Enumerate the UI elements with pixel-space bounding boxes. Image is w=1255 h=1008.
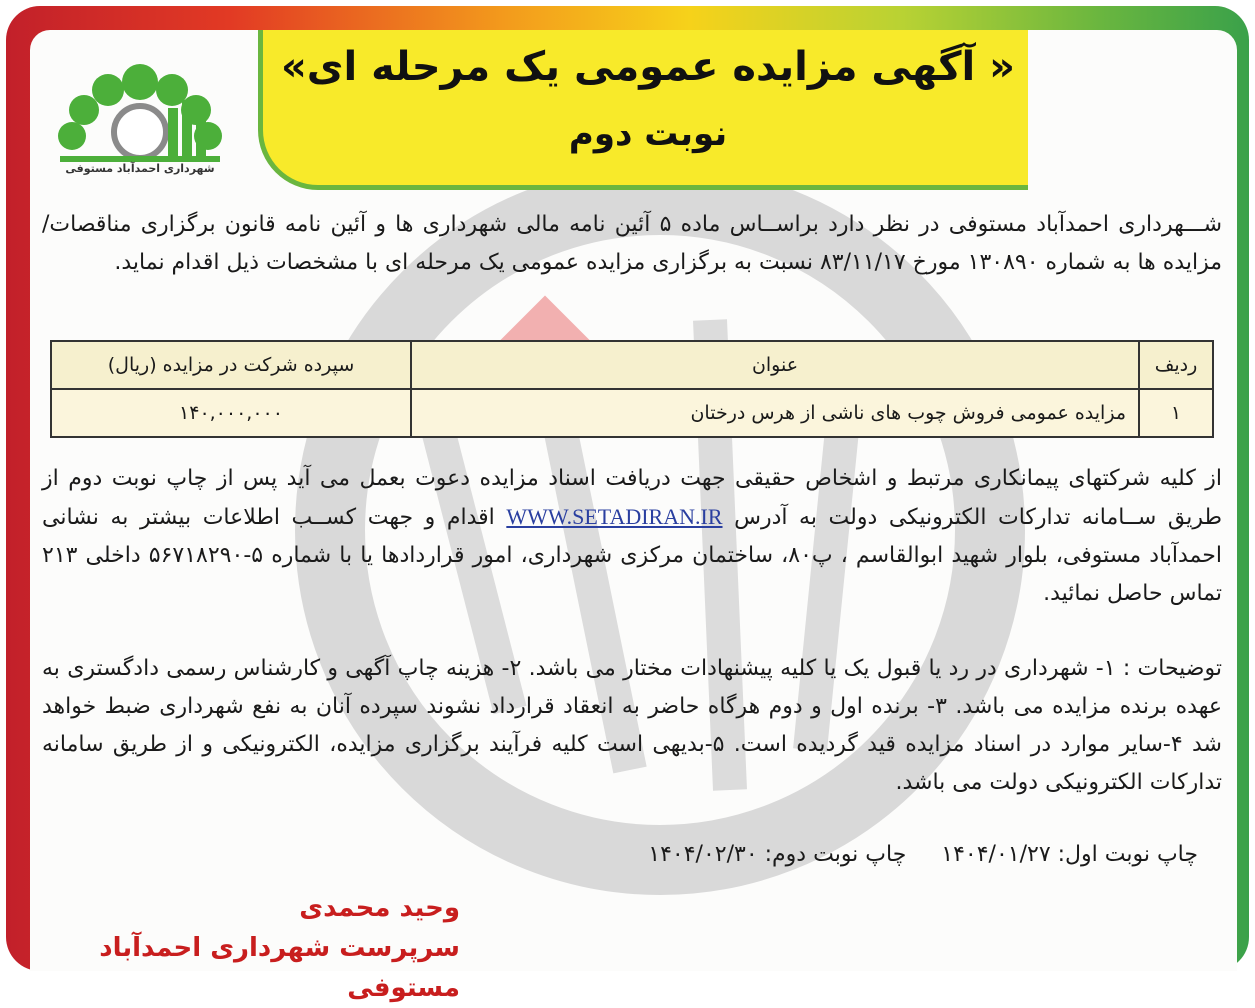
- logo-org-name: شهرداری: [163, 162, 215, 175]
- print-dates: [42, 836, 1198, 874]
- auction-table: [50, 340, 1214, 438]
- municipality-logo-icon: [50, 60, 230, 170]
- signatory-role: سرپرست شهرداری احمدآباد مستوفی: [99, 933, 460, 1003]
- invitation-paragraph: [42, 460, 1222, 613]
- page-title: « آگهی مزایده عمومی یک مرحله ای»: [280, 44, 1016, 90]
- header-deposit: سپرده شرکت در مزایده (ریال): [51, 341, 411, 389]
- municipality-logo: [50, 60, 230, 200]
- invitation-text-2: اقدام و جهت کســب اطلاعات بیشتر به نشانی احمدآباد مستوفی، بلوار شهید ابوالقاسم ، پ۸۰، ساختمان مرکزی شهرداری، امور قراردادها یا با شماره ۵-۵۶۷۱۸۲۹۰ داخلی ۲۱۳ تماس حاصل نمائید.: [42, 505, 1222, 606]
- signatory-name: وحید محمدی: [299, 893, 460, 923]
- header-banner: [258, 30, 1028, 190]
- signature-block: [40, 888, 460, 1008]
- first-print-date: ۱۴۰۴/۰۱/۲۷: [941, 842, 1051, 867]
- intro-paragraph: شـــهرداری احمدآباد مستوفی در نظر دارد براســاس ماده ۵ آئین نامه مالی شهرداری ها و آئین نامه قانون برگزاری مناقصات/مزایده ها به شماره ۱۳۰۸۹۰ مورخ ۸۳/۱۱/۱۷ نسبت به برگزاری مزایده عمومی یک مرحله ای با مشخصات ذیل اقدام نماید.: [42, 212, 1223, 275]
- cell-deposit: ۱۴۰,۰۰۰,۰۰۰: [51, 389, 411, 437]
- notes-paragraph: توضیحات : ۱- شهرداری در رد یا قبول یک یا کلیه پیشنهادات مختار می باشد. ۲- هزینه چاپ آگهی و کارشناس رسمی دادگستری به عهده برنده مزایده می باشد. ۳- برنده اول و دوم هرگاه حاضر به انعقاد قرارداد نشوند سپرده آنان به نفع شهرداری ضبط خواهد شد ۴-سایر موارد در اسناد مزایده قید گردیده است. ۵-بدیهی است کلیه فرآیند برگزاری مزایده، الکترونیکی و از طریق سامانه تدارکات الکترونیکی دولت می باشد.: [42, 656, 1222, 795]
- cell-row-number: ۱: [1139, 389, 1213, 437]
- logo-caption: [50, 162, 230, 175]
- setadiran-link[interactable]: WWW.SETADIRAN.IR: [506, 504, 723, 529]
- cell-title: مزایده عمومی فروش چوب های ناشی از هرس درختان: [411, 389, 1139, 437]
- first-print-label: چاپ نوبت اول:: [1057, 842, 1198, 867]
- table-header-row: [51, 341, 1213, 389]
- page-frame: [6, 6, 1249, 1003]
- second-print-date: ۱۴۰۴/۰۲/۳۰: [648, 842, 758, 867]
- second-print-label: چاپ نوبت دوم:: [764, 842, 907, 867]
- invitation-text-1: از کلیه شرکتهای پیمانکاری مرتبط و اشخاص حقیقی جهت دریافت اسناد مزایده دعوت بعمل می آید پس از چاپ نوبت دوم از طریق ســامانه تدارکات الکترونیکی دولت به آدرس: [42, 466, 1223, 530]
- page-subtitle: نوبت دوم: [568, 114, 728, 154]
- header-title: عنوان: [411, 341, 1139, 389]
- document-body: [30, 30, 1237, 1003]
- logo-city-name: احمدآباد مستوفی: [65, 162, 161, 175]
- table-row: [51, 389, 1213, 437]
- header-row-number: ردیف: [1139, 341, 1213, 389]
